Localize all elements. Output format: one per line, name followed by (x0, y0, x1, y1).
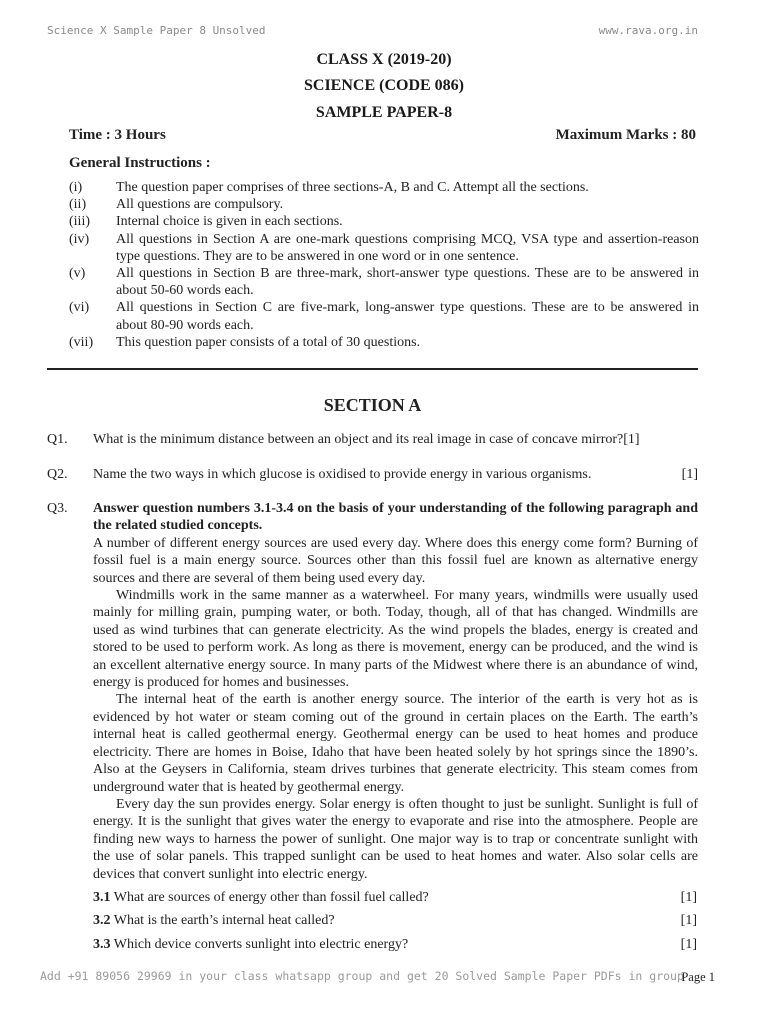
instruction-item (69, 265, 699, 299)
question-marks: [1] (681, 467, 698, 482)
sub-question-marks: [1] (680, 890, 697, 905)
instruction-number: (vii) (69, 334, 94, 350)
instruction-text: All questions in Section A are one-mark questions comprising MCQ, VSA type and assertion-reason type questions. They are to be answered in one word or in one sentence. (116, 231, 699, 264)
sub-question-number: 3.1 (93, 890, 111, 905)
sub-question-text: What is the earth’s internal heat called? (113, 913, 335, 928)
passage-paragraph-4: Every day the sun provides energy. Solar energy is often thought to just be sunlight. Sunlight is full of energy. It is the sunlight that gives water the energy to evaporate and rise into the atmosphere. People are finding new ways to harness the power of sunlight. One major way is to trap or concentrate sunlight with the use of solar panels. This trapped sunlight can be used to heat homes and water. Also solar cells are devices that convert sunlight into electric energy. (93, 796, 698, 882)
question-marks: [1] (623, 432, 640, 447)
instructions-list (69, 179, 699, 351)
instruction-text: This question paper consists of a total of 30 questions. (116, 334, 421, 350)
class-title: CLASS X (2019-20) (316, 51, 452, 68)
running-header-website: www.rava.org.in (598, 24, 698, 37)
question-text: What is the minimum distance between an object and its real image in case of concave mirror? (93, 432, 624, 447)
instruction-text: All questions in Section B are three-mark, short-answer type questions. These are to be answered in about 50-60 words each. (116, 266, 699, 299)
question-1 (47, 431, 698, 448)
instruction-text: The question paper comprises of three sections-A, B and C. Attempt all the sections. (116, 180, 589, 195)
question-text: Name the two ways in which glucose is oxidised to provide energy in various organisms. (93, 467, 592, 482)
question-number: Q3. (47, 501, 68, 516)
footer-promo: Add +91 89056 29969 in your class whatsapp group and get 20 Solved Sample Paper PDFs in group (40, 969, 684, 983)
question-number: Q1. (47, 432, 68, 447)
passage-paragraph-2: Windmills work in the same manner as a waterwheel. For many years, windmills were usually used mainly for milling grain, pumping water, or both. Today, though, all of that has changed. Windmills are used as wind turbines that can generate electricity. As the wind propels the blades, energy is created and stored to be used to perform work. As long as there is movement, energy can be produced, and the wind is an excellent alternative energy source. In many parts of the Midwest where there is an abundance of wind, energy is produced for homes and businesses. (93, 588, 698, 691)
section-heading: SECTION A (323, 395, 422, 415)
instruction-number: (ii) (69, 197, 87, 213)
paper-title: SAMPLE PAPER-8 (315, 104, 453, 121)
passage-paragraph-3: The internal heat of the earth is another energy source. The interior of the earth is very hot as is evidenced by hot water or steam coming out of the ground in certain places on the Earth. The earth’s internal heat is called geothermal energy. Geothermal energy can be used to heat homes and produce electricity. There are homes in Boise, Idaho that have been heated solely by hot springs since the 1890’s. Also at the Geysers in California, steam drives turbines that generate electricity. This steam comes from underground water that is heated by geothermal energy. (93, 692, 698, 795)
instruction-text: Internal choice is given in each sections. (116, 214, 343, 230)
passage-paragraph-1: A number of different energy sources are used every day. Where does this energy come form? Burning of fossil fuel is a main energy source. Sources other than this fossil fuel are known as alternative energy sources and there are several of them being used every day. (93, 535, 698, 586)
question-2 (47, 466, 698, 483)
question-3 (47, 500, 698, 883)
sub-question-text: Which device converts sunlight into electric energy? (113, 937, 409, 952)
instruction-number: (v) (69, 266, 86, 282)
sub-question-text: What are sources of energy other than fossil fuel called? (113, 890, 429, 905)
instruction-number: (i) (69, 180, 83, 195)
page-number: Page 1 (681, 970, 715, 984)
section-divider (47, 368, 698, 370)
instruction-number: (iii) (69, 214, 90, 230)
instruction-item (69, 231, 699, 265)
max-marks-label: Maximum Marks : 80 (555, 127, 696, 143)
instruction-item (69, 179, 699, 196)
instruction-text: All questions are compulsory. (116, 197, 284, 213)
question-3-lead: Answer question numbers 3.1-3.4 on the basis of your understanding of the following paragraph and the related studied concepts. (93, 501, 698, 534)
instruction-number: (vi) (69, 300, 90, 316)
instruction-text: All questions in Section C are five-mark, long-answer type questions. These are to be answered in about 80-90 words each. (116, 300, 699, 333)
subject-title: SCIENCE (CODE 086) (303, 77, 464, 94)
instruction-item (69, 299, 699, 333)
instructions-heading: General Instructions : (69, 155, 211, 171)
running-header-left: Science X Sample Paper 8 Unsolved (47, 24, 266, 37)
time-label: Time : 3 Hours (69, 127, 166, 143)
sub-question-marks: [1] (680, 913, 697, 928)
sub-question-3-3 (93, 937, 697, 953)
sub-question-3-2 (93, 913, 697, 929)
instruction-number: (iv) (69, 231, 90, 247)
instruction-item (69, 213, 699, 230)
question-number: Q2. (47, 467, 68, 482)
instruction-item (69, 334, 699, 351)
sub-question-number: 3.2 (93, 913, 111, 928)
sub-question-number: 3.3 (93, 937, 111, 952)
sub-question-3-1 (93, 890, 697, 906)
instruction-item (69, 196, 699, 213)
sub-question-marks: [1] (680, 937, 697, 952)
